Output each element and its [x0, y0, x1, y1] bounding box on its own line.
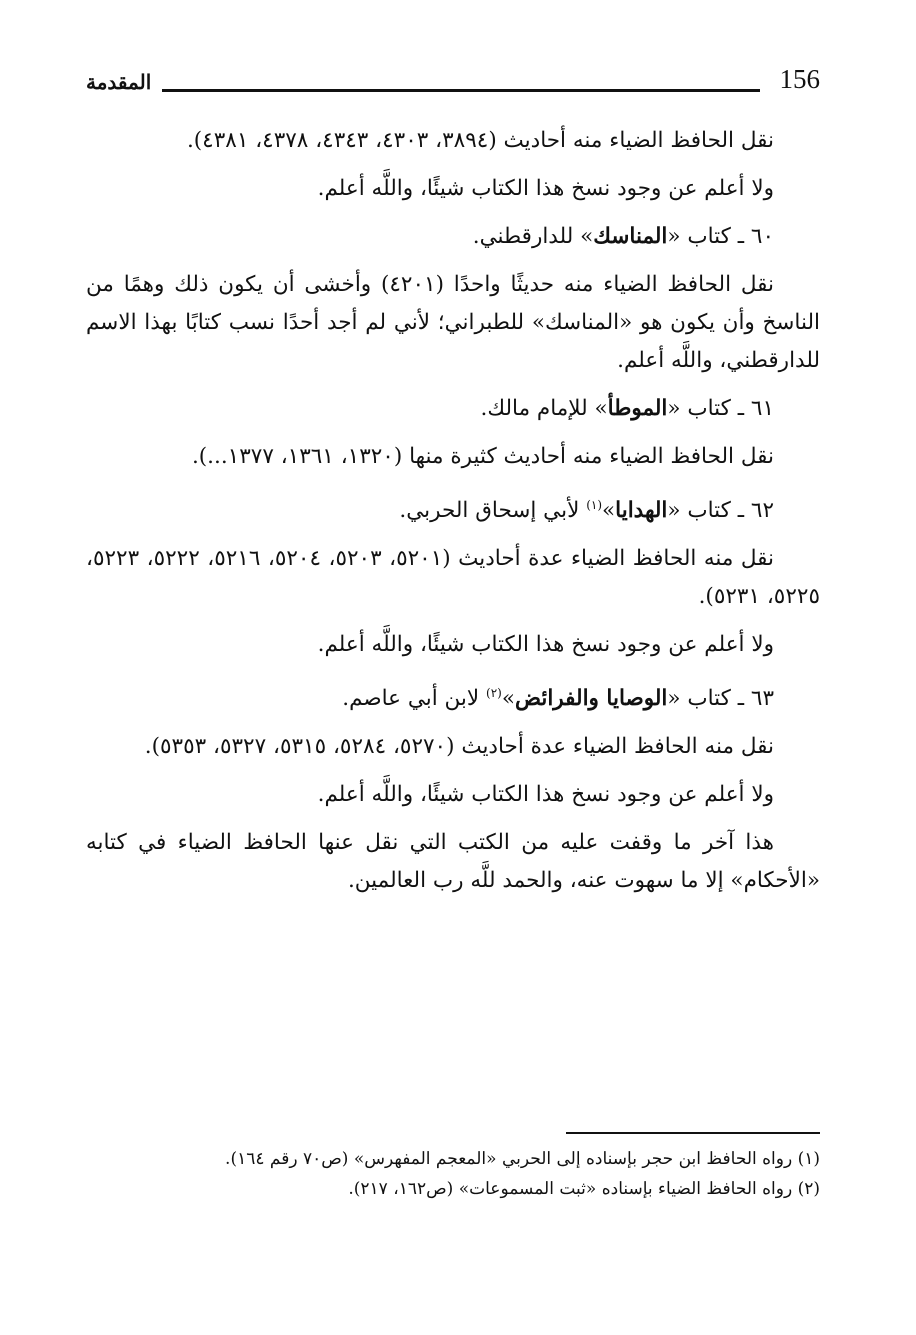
paragraph: نقل الحافظ الضياء منه أحاديث (٣٨٩٤، ٤٣٠٣، ٤٣٤٣، ٤٣٧٨، ٤٣٨١). — [186, 128, 774, 153]
footnote-ref: (١) — [586, 498, 603, 512]
footnote-ref: (٢) — [486, 686, 502, 701]
paragraph: هذا آخر ما وقفت عليه من الكتب التي نقل عنها الحافظ الضياء في كتابه «الأحكام» إلا ما سهوت عنه، والحمد للَّه رب العالمين. — [86, 830, 820, 894]
book-title: الهدايا — [615, 498, 668, 524]
footnote-rule — [566, 1132, 820, 1134]
book-entry-heading: ٦٣ ـ كتاب «الوصايا والفرائض»$^{(٢)}$ لابن أبي عاصم. — [342, 686, 774, 712]
page-header — [86, 62, 820, 102]
footnote: (٢) رواه الحافظ الضياء بإسناده «ثبت المسموعات» (ص١٦٢، ٢١٧). — [348, 1179, 820, 1199]
book-entry-heading: ٦٢ ـ كتاب «الهدايا»$^{(١)}$ لأبي إسحاق الحربي. — [399, 498, 774, 524]
paragraph: نقل الحافظ الضياء منه أحاديث كثيرة منها (١٣٢٠، ١٣٦١، ١٣٧٧...). — [191, 444, 774, 469]
book-title: الوصايا والفرائض — [515, 686, 668, 712]
running-title: المقدمة — [86, 70, 152, 94]
paragraph: ولا أعلم عن وجود نسخ هذا الكتاب شيئًا، واللَّه أعلم. — [317, 632, 774, 658]
header-rule — [162, 89, 760, 92]
book-entry-heading: ٦٠ ـ كتاب «المناسك» للدارقطني. — [472, 224, 774, 249]
footnotes — [96, 1144, 820, 1204]
footnote: (١) رواه الحافظ ابن حجر بإسناده إلى الحربي «المعجم المفهرس» (ص٧٠ رقم ١٦٤). — [225, 1149, 820, 1169]
paragraph: نقل منه الحافظ الضياء عدة أحاديث (٥٢٠١، ٥٢٠٣، ٥٢٠٤، ٥٢١٦، ٥٢٢٢، ٥٢٢٣، ٥٢٢٥، ٥٢٣١). — [86, 546, 820, 610]
paragraph: نقل منه الحافظ الضياء عدة أحاديث (٥٢٧٠، ٥٢٨٤، ٥٣١٥، ٥٣٢٧، ٥٣٥٣). — [144, 734, 774, 760]
paragraph: نقل الحافظ الضياء منه حديثًا واحدًا (٤٢٠١) وأخشى أن يكون ذلك وهمًا من الناسخ وأن يكون هو «المناسك» للطبراني؛ لأني لم أجد أحدًا نسب كتابًا بهذا الاسم للدارقطني، واللَّه أعلم. — [86, 272, 820, 373]
book-title: الموطأ — [607, 396, 668, 421]
page-number: 156 — [779, 64, 820, 94]
book-entry-heading: ٦١ ـ كتاب «الموطأ» للإمام مالك. — [480, 396, 774, 421]
paragraph: ولا أعلم عن وجود نسخ هذا الكتاب شيئًا، واللَّه أعلم. — [317, 176, 774, 201]
book-title: المناسك — [593, 224, 668, 249]
body-text — [86, 122, 820, 900]
paragraph: ولا أعلم عن وجود نسخ هذا الكتاب شيئًا، واللَّه أعلم. — [317, 782, 774, 808]
